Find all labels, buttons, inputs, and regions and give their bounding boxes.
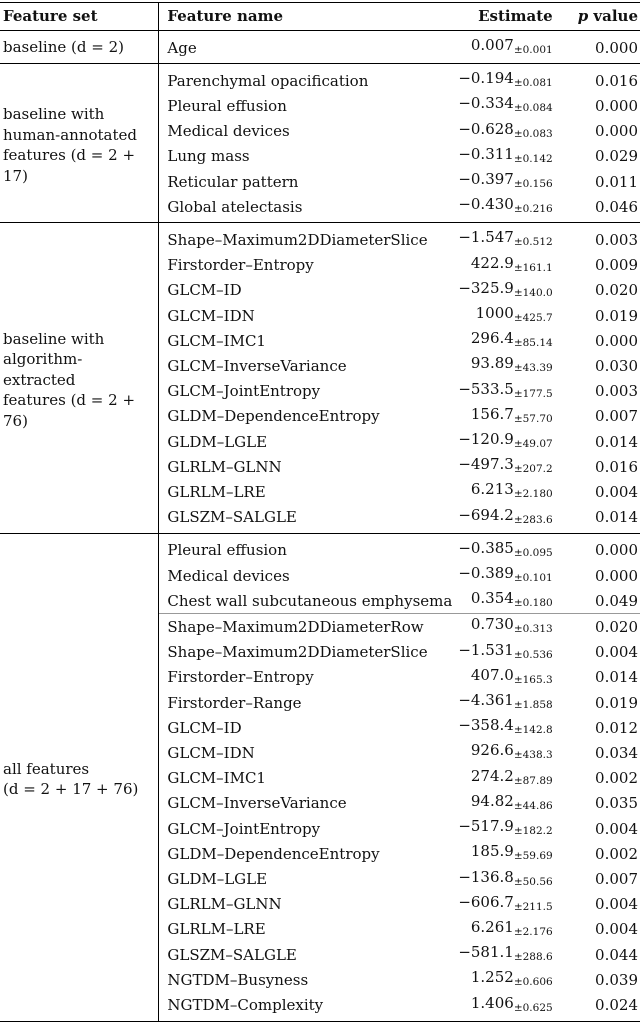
estimate-error: ±177.5 — [513, 387, 553, 400]
estimate-value: 1.252 — [470, 968, 514, 987]
p-value-cell: 0.000 — [595, 541, 638, 560]
estimate-error: ±0.095 — [513, 546, 553, 559]
p-value-cell: 0.014 — [595, 508, 638, 527]
estimate-error: ±50.56 — [513, 875, 553, 888]
estimate-cell — [455, 454, 574, 479]
estimate-value: −0.194 — [458, 69, 514, 88]
p-value-cell: 0.009 — [595, 256, 638, 275]
estimate-cell — [455, 841, 574, 866]
estimate-error: ±57.70 — [513, 412, 553, 425]
estimate-cell — [455, 303, 574, 328]
estimate-value: −497.3 — [458, 455, 514, 474]
estimate-value: −4.361 — [458, 691, 514, 710]
feature-name-cell: NGTDM–Complexity — [167, 996, 324, 1015]
p-value-cell: 0.044 — [595, 945, 638, 964]
feature-set-line: baseline with — [3, 105, 105, 124]
feature-name-cell: Shape–Maximum2DDiameterSlice — [167, 643, 428, 662]
results-table — [0, 2, 640, 1022]
header-feature-set: Feature set — [0, 3, 159, 31]
p-value-cell: 0.014 — [595, 668, 638, 687]
feature-name-cell: Lung mass — [167, 147, 250, 166]
estimate-error: ±43.39 — [513, 362, 553, 375]
estimate-cell — [455, 588, 574, 614]
p-value-cell: 0.004 — [595, 482, 638, 501]
estimate-error: ±288.6 — [513, 951, 553, 964]
feature-set-cell — [0, 64, 159, 223]
estimate-cell — [455, 867, 574, 892]
estimate-value: 422.9 — [470, 253, 514, 272]
estimate-cell — [455, 144, 574, 169]
p-value-cell: 0.000 — [595, 566, 638, 585]
estimate-value: 185.9 — [470, 842, 514, 861]
feature-name-cell: Firstorder–Range — [167, 693, 302, 712]
estimate-error: ±0.536 — [513, 648, 553, 661]
estimate-error: ±283.6 — [513, 513, 553, 526]
p-value-cell: 0.002 — [595, 769, 638, 788]
estimate-value: −0.430 — [458, 195, 514, 214]
feature-name-cell: GLCM–InverseVariance — [167, 794, 347, 813]
feature-name-cell: GLCM–IMC1 — [167, 331, 266, 350]
estimate-cell — [455, 404, 574, 429]
estimate-cell — [455, 640, 574, 665]
p-value-cell: 0.019 — [595, 693, 638, 712]
feature-set-line: (d = 2 + 17 + 76) — [3, 780, 139, 799]
p-value-cell: 0.049 — [595, 591, 638, 610]
p-value-cell: 0.019 — [595, 306, 638, 325]
feature-set-cell — [0, 223, 159, 533]
estimate-cell — [455, 429, 574, 454]
estimate-cell — [455, 328, 574, 353]
feature-name-cell: GLRLM–GLNN — [167, 457, 282, 476]
feature-name-cell: Pleural effusion — [167, 96, 287, 115]
estimate-error: ±140.0 — [513, 286, 553, 299]
feature-group — [0, 64, 640, 223]
feature-set-line: baseline (d = 2) — [3, 38, 124, 57]
estimate-cell — [455, 715, 574, 740]
feature-set-cell — [0, 31, 159, 64]
p-value-cell: 0.034 — [595, 743, 638, 762]
p-value-cell: 0.004 — [595, 920, 638, 939]
estimate-error: ±207.2 — [513, 463, 553, 476]
feature-name-cell: GLCM–JointEntropy — [167, 819, 321, 838]
feature-name-cell: GLDM–LGLE — [167, 870, 268, 888]
estimate-cell — [455, 194, 574, 223]
estimate-error: ±0.084 — [513, 102, 553, 115]
feature-name-cell: GLDM–DependenceEntropy — [167, 844, 380, 863]
estimate-error: ±0.101 — [513, 572, 553, 585]
estimate-cell — [455, 169, 574, 194]
p-value-cell: 0.016 — [595, 457, 638, 476]
estimate-cell — [455, 892, 574, 917]
table-row — [0, 64, 640, 94]
estimate-cell — [455, 505, 574, 534]
p-value-cell: 0.004 — [595, 895, 638, 914]
estimate-error: ±1.858 — [513, 699, 553, 712]
p-value-cell: 0.002 — [595, 844, 638, 863]
p-value-cell: 0.020 — [575, 614, 640, 640]
estimate-cell — [455, 766, 574, 791]
estimate-error: ±0.081 — [513, 77, 553, 90]
p-value-cell: 0.004 — [595, 819, 638, 838]
estimate-error: ±0.083 — [513, 127, 553, 140]
estimate-value: 0.354 — [470, 589, 514, 608]
feature-set-line: features (d = 2 + 76) — [3, 391, 136, 430]
feature-name-cell: Reticular pattern — [167, 172, 299, 191]
estimate-error: ±59.69 — [513, 850, 553, 863]
estimate-error: ±211.5 — [513, 900, 553, 913]
estimate-cell — [455, 479, 574, 504]
estimate-cell — [455, 379, 574, 404]
feature-name-cell: GLRLM–GLNN — [167, 895, 282, 914]
p-value-cell: 0.004 — [595, 643, 638, 662]
estimate-value: 296.4 — [470, 329, 514, 348]
feature-name-cell: Shape–Maximum2DDiameterSlice — [167, 230, 428, 249]
estimate-cell — [455, 791, 574, 816]
feature-set-line: baseline with — [3, 329, 105, 348]
p-value-cell: 0.012 — [595, 718, 638, 737]
header-p-rest: value — [588, 7, 638, 25]
feature-name-cell: Medical devices — [167, 566, 290, 585]
estimate-value: −533.5 — [458, 379, 514, 398]
estimate-error: ±0.606 — [513, 976, 553, 989]
estimate-cell — [455, 119, 574, 144]
estimate-value: 926.6 — [470, 741, 514, 760]
feature-name-cell: Pleural effusion — [167, 541, 287, 560]
estimate-value: 0.007 — [470, 36, 514, 54]
feature-name-cell: Chest wall subcutaneous emphysema — [167, 591, 453, 610]
feature-group — [0, 533, 640, 1021]
estimate-value: −0.311 — [458, 144, 514, 163]
header-p-value — [575, 3, 640, 31]
estimate-error: ±182.2 — [513, 825, 553, 838]
p-value-cell: 0.000 — [595, 122, 638, 141]
estimate-value: −0.389 — [458, 564, 514, 583]
p-value-cell: 0.035 — [595, 794, 638, 813]
p-value-cell: 0.016 — [595, 71, 638, 90]
feature-set-line: features (d = 2 + 17) — [3, 146, 136, 185]
estimate-error: ±0.512 — [513, 236, 553, 249]
feature-name-cell: GLCM–JointEntropy — [167, 382, 321, 401]
estimate-value: 274.2 — [470, 766, 514, 785]
estimate-error: ±0.156 — [513, 178, 553, 191]
p-value-cell: 0.007 — [595, 407, 638, 426]
estimate-error: ±0.142 — [513, 152, 553, 165]
estimate-cell — [455, 64, 574, 94]
p-value-cell: 0.014 — [595, 432, 638, 451]
estimate-error: ±49.07 — [513, 438, 553, 451]
p-value-cell: 0.007 — [595, 870, 638, 888]
p-value-cell: 0.039 — [595, 970, 638, 989]
feature-set-line: all features — [3, 759, 90, 778]
p-value-cell: 0.046 — [595, 197, 638, 216]
estimate-cell — [455, 533, 574, 563]
p-value-cell: 0.003 — [595, 230, 638, 249]
table-row — [0, 533, 640, 563]
estimate-value: −0.334 — [458, 94, 514, 113]
feature-name-cell: Shape–Maximum2DDiameterRow — [159, 614, 455, 640]
estimate-error: ±2.176 — [513, 925, 553, 938]
p-value-cell: 0.029 — [595, 147, 638, 166]
table-row — [0, 31, 640, 64]
feature-name-cell: GLCM–IDN — [167, 306, 255, 325]
p-value-cell: 0.030 — [595, 356, 638, 375]
estimate-cell — [455, 353, 574, 378]
feature-name-cell: GLCM–IMC1 — [167, 769, 266, 788]
estimate-value: 1000 — [475, 304, 514, 323]
feature-set-line: human-annotated — [3, 125, 137, 144]
estimate-cell — [455, 816, 574, 841]
estimate-value: −694.2 — [458, 505, 514, 524]
feature-name-cell: Firstorder–Entropy — [167, 668, 314, 687]
estimate-value: 94.82 — [470, 791, 514, 810]
feature-name-cell: NGTDM–Busyness — [167, 970, 309, 989]
feature-name-cell: GLCM–IDN — [167, 743, 255, 762]
estimate-value: 0.730 — [470, 615, 514, 634]
p-value-cell: 0.000 — [595, 96, 638, 115]
estimate-error: ±161.1 — [513, 261, 553, 274]
feature-set-line: algorithm-extracted — [3, 350, 83, 389]
estimate-cell — [455, 31, 574, 64]
estimate-error: ±87.89 — [513, 774, 553, 787]
feature-group — [0, 31, 640, 64]
feature-name-cell: GLCM–ID — [167, 718, 242, 737]
feature-name-cell: GLCM–InverseVariance — [167, 356, 347, 375]
estimate-error: ±0.180 — [513, 597, 553, 610]
estimate-cell — [455, 614, 574, 640]
estimate-error: ±0.001 — [513, 44, 553, 56]
estimate-cell — [455, 93, 574, 118]
estimate-cell — [455, 690, 574, 715]
feature-name-cell: Medical devices — [167, 122, 290, 141]
p-value-cell: 0.024 — [595, 996, 638, 1015]
estimate-error: ±165.3 — [513, 673, 553, 686]
estimate-value: −0.385 — [458, 538, 514, 557]
estimate-value: −358.4 — [458, 716, 514, 735]
header-p-italic: p — [577, 7, 589, 25]
header-row — [0, 3, 640, 31]
estimate-value: −581.1 — [458, 943, 514, 962]
estimate-cell — [455, 253, 574, 278]
estimate-error: ±438.3 — [513, 749, 553, 762]
estimate-value: 6.261 — [470, 917, 514, 936]
estimate-error: ±142.8 — [513, 724, 553, 737]
estimate-error: ±425.7 — [513, 312, 553, 325]
estimate-cell — [455, 917, 574, 942]
feature-name-cell: GLRLM–LRE — [167, 920, 266, 939]
estimate-error: ±44.86 — [513, 799, 553, 812]
estimate-value: −0.397 — [458, 170, 514, 189]
estimate-value: −1.547 — [458, 228, 514, 247]
p-value-cell: 0.020 — [595, 281, 638, 300]
p-value-cell: 0.000 — [595, 331, 638, 350]
estimate-value: 407.0 — [470, 665, 514, 684]
feature-name-cell: GLSZM–SALGLE — [167, 945, 297, 964]
estimate-cell — [455, 993, 574, 1022]
feature-name-cell: GLRLM–LRE — [167, 482, 266, 501]
estimate-value: −606.7 — [458, 892, 514, 911]
estimate-error: ±2.180 — [513, 488, 553, 501]
estimate-value: 6.213 — [470, 480, 514, 499]
feature-name-cell: GLCM–ID — [167, 281, 242, 300]
estimate-value: −325.9 — [458, 278, 514, 297]
feature-name-cell: GLDM–DependenceEntropy — [167, 407, 380, 426]
feature-name-cell: Global atelectasis — [167, 197, 303, 216]
estimate-error: ±0.216 — [513, 203, 553, 216]
feature-group — [0, 223, 640, 533]
feature-name-cell: Parenchymal opacification — [167, 71, 369, 90]
estimate-value: −120.9 — [458, 430, 514, 449]
p-value-cell: 0.003 — [595, 382, 638, 401]
estimate-value: −136.8 — [458, 867, 514, 886]
feature-set-cell — [0, 533, 159, 1021]
estimate-value: 93.89 — [470, 354, 514, 373]
estimate-value: 1.406 — [470, 993, 514, 1012]
p-value-cell: 0.011 — [595, 172, 638, 191]
estimate-error: ±0.625 — [513, 1001, 553, 1014]
feature-name-cell: Age — [167, 38, 197, 57]
estimate-cell — [455, 967, 574, 992]
estimate-cell — [455, 740, 574, 765]
estimate-value: −517.9 — [458, 817, 514, 836]
header-estimate: Estimate — [478, 7, 553, 25]
header-feature-name: Feature name — [167, 7, 284, 25]
feature-name-cell: GLSZM–SALGLE — [167, 508, 297, 527]
estimate-value: 156.7 — [470, 404, 514, 423]
estimate-cell — [455, 278, 574, 303]
estimate-cell — [455, 665, 574, 690]
p-value-cell: 0.000 — [595, 38, 638, 57]
feature-name-cell: GLDM–LGLE — [167, 432, 268, 451]
feature-name-cell: Firstorder–Entropy — [167, 256, 314, 275]
table-row — [0, 223, 640, 253]
estimate-value: −0.628 — [458, 119, 514, 138]
estimate-cell — [455, 942, 574, 967]
estimate-cell — [455, 223, 574, 253]
estimate-error: ±85.14 — [513, 337, 553, 350]
estimate-cell — [455, 563, 574, 588]
estimate-error: ±0.313 — [513, 623, 553, 636]
estimate-value: −1.531 — [458, 640, 514, 659]
